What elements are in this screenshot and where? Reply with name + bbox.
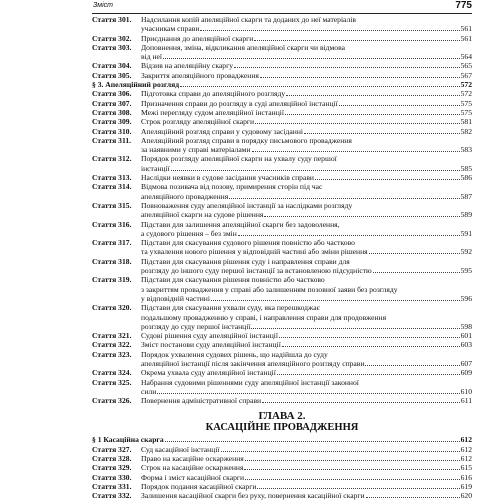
running-title: Зміст [93,2,113,9]
entry-page-number: 561 [460,33,472,43]
toc-entry[interactable] [92,43,472,62]
entry-title-line [141,257,472,266]
entry-title-text: Закриття апеляційного провадження [141,70,259,80]
entry-title-text: Підстави для скасування рішення суду і направлення справи для [141,256,350,266]
entry-title-line [141,359,472,368]
entry-page-number: 601 [460,331,472,341]
toc-entry[interactable] [92,463,472,472]
entry-page-number: 603 [460,340,472,350]
entry-title-text: Окрема ухвала суду апеляційної інстанції [141,368,276,378]
entry-page-number: 610 [460,386,472,396]
dot-leader [254,39,459,41]
article-label: Стаття 327. [92,444,132,454]
entry-page-number: 609 [460,368,472,378]
chapter-title: КАСАЦІЙНЕ ПРОВАДЖЕННЯ [205,422,359,434]
toc-entry[interactable] [92,99,472,108]
entry-title-text: Суд касаційної інстанції [141,444,220,454]
entry-title-line [141,303,472,312]
entry-page-number: 581 [460,117,472,127]
entry-page-number: 595 [460,266,472,276]
article-label: Стаття 318. [92,256,132,266]
entry-page-number: 615 [460,463,472,473]
entry-title-line [141,313,472,322]
article-label: Стаття 313. [92,173,132,183]
dot-leader [238,234,460,236]
toc-entry[interactable] [92,220,472,239]
entry-title-text: Зміст постанови суду апеляційної інстанції [141,340,281,350]
dot-leader [315,178,460,180]
toc-list-before-chapter [92,15,472,405]
dot-leader [163,57,460,59]
entry-page-number: 565 [460,61,472,71]
table-of-contents [92,15,472,501]
entry-title-text: Підстави для скасування рішення повністю або частково [141,275,325,285]
entry-title-line [141,247,472,256]
article-label: Стаття 303. [92,42,132,52]
entry-title-line [141,285,472,294]
entry-title-text: Право на касаційне оскарження [141,454,244,464]
entry-page-number: 598 [460,321,472,331]
entry-title-text: Підготовка справи до апеляційного розгляду [141,89,286,99]
entry-title-line [141,164,472,173]
toc-entry[interactable] [92,238,472,257]
entry-title-line [141,145,472,154]
toc-entry[interactable] [92,117,472,126]
toc-entry[interactable] [92,473,472,482]
entry-title-line [141,473,472,482]
toc-entry[interactable] [92,108,472,117]
entry-title-text: подальшому провадженню у справі, і направлення справи для продовження [141,312,387,322]
entry-title-text: § 1 Касаційна скарга [92,435,164,445]
toc-entry[interactable] [92,15,472,34]
article-label: Стаття 304. [92,61,132,71]
dot-leader [277,373,460,375]
entry-title-text: § 3. Апеляційний розгляд [92,80,180,90]
entry-title-text: Повернення адміністративної справи [141,396,262,406]
dot-leader [260,76,460,78]
entry-title-line [141,61,472,70]
entry-title-line [141,331,472,340]
toc-entry[interactable] [92,378,472,397]
article-label: Стаття 319. [92,275,132,285]
toc-entry[interactable] [92,61,472,70]
entry-title-line [141,322,472,331]
dot-leader [304,132,460,134]
toc-entry[interactable] [92,257,472,276]
entry-title-line [141,229,472,238]
toc-entry[interactable] [92,340,472,349]
entry-title-text: Порядок ухвалення судових рішень, що надійшла до суду [141,349,328,359]
entry-title-line [141,378,472,387]
entry-title-line [141,71,472,80]
entry-title-text: апеляційної інстанції після закінчення апеляційного розгляду справи [141,358,365,368]
article-label: Стаття 320. [92,303,132,313]
entry-title-text: від неї [141,52,163,62]
entry-title-line [141,294,472,303]
toc-entry[interactable] [92,368,472,377]
entry-title-text: Підстави для скасування судового рішення повністю або частково [141,238,355,248]
article-label: Стаття 317. [92,238,132,248]
entry-page-number: 572 [460,89,472,99]
entry-page-number: 620 [460,491,472,501]
entry-title-line [141,99,472,108]
article-label: Стаття 323. [92,349,132,359]
entry-title-text: а судового рішення – без змін [141,228,237,238]
entry-title-line [92,80,472,89]
entry-title-text: інстанції [141,163,170,173]
entry-page-number: 592 [460,247,472,257]
dot-leader [171,169,460,171]
article-label: Стаття 306. [92,89,132,99]
entry-page-number: 607 [460,358,472,368]
entry-title-line [141,340,472,349]
entry-title-text: Приєднання до апеляційної скарги [141,33,254,43]
entry-page-number: 582 [460,126,472,136]
entry-page-number: 585 [460,163,472,173]
toc-entry[interactable] [92,491,472,500]
entry-page-number: 612 [460,435,472,445]
entry-title-line [141,482,472,491]
entry-title-line [141,463,472,472]
dot-leader [373,271,460,273]
entry-title-line [141,387,472,396]
entry-page-number: 575 [460,107,472,117]
dot-leader [264,215,459,217]
entry-title-text: Наслідки неявки в судове засідання учасників справи [141,173,314,183]
entry-title-line [141,350,472,359]
article-label: Стаття 302. [92,33,132,43]
dot-leader [255,122,460,124]
entry-title-text: Підстави для залишення апеляційної скарги без задоволення, [141,219,340,229]
entry-title-text: Строк на касаційне оскарження [141,463,244,473]
article-label: Стаття 309. [92,117,132,127]
dot-leader [366,496,460,498]
article-label: Стаття 316. [92,219,132,229]
dot-leader [229,197,459,199]
entry-title-line [141,154,472,163]
toc-entry[interactable] [92,445,472,454]
dot-leader [251,327,459,329]
article-label: Стаття 321. [92,331,132,341]
toc-entry[interactable] [92,482,472,491]
entry-title-line [141,117,472,126]
entry-title-text: Строк розгляду апеляційної скарги [141,117,255,127]
article-label: Стаття 329. [92,463,132,473]
toc-entry[interactable] [92,396,472,405]
toc-entry[interactable] [92,350,472,369]
entry-title-line [141,491,472,500]
entry-title-line [141,15,472,24]
toc-entry[interactable] [92,136,472,155]
entry-title-line [141,454,472,463]
article-label: Стаття 308. [92,107,132,117]
dot-leader [200,29,459,31]
entry-title-line [141,238,472,247]
dot-leader [369,252,460,254]
entry-page-number: 586 [460,173,472,183]
toc-entry[interactable] [92,331,472,340]
entry-title-text: за наявними у справі матеріалами [141,145,251,155]
article-label: Стаття 315. [92,200,132,210]
article-label: Стаття 301. [92,15,132,24]
entry-title-line [141,34,472,43]
entry-title-line [92,435,472,444]
dot-leader [252,150,460,152]
entry-page-number: 583 [460,145,472,155]
entry-title-text: Порядок розгляду апеляційної скарги на ухвалу суду першої [141,154,337,164]
article-label: Стаття 311. [92,135,132,145]
entry-title-text: апеляційного провадження [141,191,229,201]
entry-page-number: 591 [460,228,472,238]
dot-leader [234,66,460,68]
entry-title-line [141,43,472,52]
article-label: Стаття 305. [92,70,132,80]
entry-title-text: розгляду до іншого суду першої інстанції за встановленою підсудністю [141,266,372,276]
toc-entry[interactable] [92,127,472,136]
article-label: Стаття 322. [92,340,132,350]
entry-title-line [141,368,472,377]
toc-entry[interactable] [92,303,472,331]
dot-leader [282,345,460,347]
entry-title-text: учасникам справи [141,24,200,34]
article-label: Стаття 326. [92,396,132,406]
toc-entry[interactable] [92,182,472,201]
entry-title-text: Форма і зміст касаційної скарги [141,472,245,482]
toc-section-heading[interactable] [92,435,472,444]
dot-leader [165,440,460,442]
article-label: Стаття 330. [92,472,132,482]
entry-title-text: Порядок подання касаційної скарги [141,481,257,491]
entry-title-line [141,24,472,33]
dot-leader [262,401,460,403]
toc-entry[interactable] [92,89,472,98]
entry-title-text: апеляційної скарги на судове рішення [141,210,264,220]
entry-title-text: Судові рішення суду апеляційної інстанції [141,331,279,341]
chapter-number: ГЛАВА 2. [258,410,306,423]
entry-title-text: Відмова позивача від позову, примирення сторін під час [141,182,323,192]
entry-page-number: 611 [460,396,472,406]
dot-leader [245,478,460,480]
article-label: Стаття 325. [92,377,132,387]
dot-leader [286,94,459,96]
entry-title-text: Надсилання копій апеляційної скарги та доданих до неї матеріалів [141,15,356,24]
entry-title-text: Повноваження суду апеляційної інстанції за наслідками розгляду [141,200,353,210]
article-label: Стаття 314. [92,182,132,192]
entry-title-text: розгляду до суду першої інстанції [141,321,251,331]
entry-page-number: 561 [460,24,472,34]
entry-title-line [141,201,472,210]
toc-entry[interactable] [92,275,472,303]
article-label: Стаття 328. [92,454,132,464]
entry-page-number: 596 [460,293,472,303]
toc-entry[interactable] [92,34,472,43]
entry-page-number: 619 [460,481,472,491]
entry-title-text: Залишення касаційної скарги без руху, повернення касаційної скарги [141,491,365,501]
toc-list-after-chapter [92,435,472,500]
article-label: Стаття 307. [92,98,132,108]
entry-title-line [141,275,472,284]
entry-title-line [141,127,472,136]
entry-title-line [141,210,472,219]
toc-entry[interactable] [92,173,472,182]
page-header [92,0,472,14]
entry-title-line [141,266,472,275]
entry-page-number: 616 [460,472,472,482]
entry-title-text: Апеляційний розгляд справи у судовому засіданні [141,126,303,136]
entry-title-text: сили [141,386,157,396]
entry-title-line [141,173,472,182]
dot-leader [221,450,460,452]
dot-leader [279,336,460,338]
entry-title-line [141,396,472,405]
page-number: 775 [455,0,472,11]
dot-leader [285,113,460,115]
entry-page-number: 572 [460,80,472,90]
toc-entry[interactable] [92,454,472,463]
toc-entry[interactable] [92,201,472,220]
dot-leader [211,299,460,301]
entry-page-number: 589 [460,210,472,220]
entry-title-text: Апеляційний розгляд справи в порядку письмового провадження [141,135,352,145]
entry-title-line [141,182,472,191]
entry-title-text: Доповнення, зміна, відкликання апеляційної скарги чи відмова [141,42,345,52]
dot-leader [245,459,460,461]
entry-title-text: Підстави для скасування ухвали суду, яка перешкоджає [141,303,320,313]
entry-title-text: Відзив на апеляційну скаргу [141,61,234,71]
entry-title-line [141,108,472,117]
toc-section-heading[interactable] [92,80,472,89]
entry-title-line [141,136,472,145]
dot-leader [244,468,459,470]
dot-leader [339,104,460,106]
entry-title-text: та ухвалення нового рішення у відповідній частині або зміни рішення [141,247,368,257]
entry-page-number: 575 [460,98,472,108]
entry-title-text: Призначення справи до розгляду в суді апеляційної інстанції [141,98,338,108]
entry-title-line [141,89,472,98]
dot-leader [365,364,459,366]
entry-title-text: з закриттям провадження у справі або залишенням позовної заяви без розгляду [141,284,398,294]
article-label: Стаття 332. [92,491,132,501]
toc-entry[interactable] [92,154,472,173]
dot-leader [180,85,459,87]
entry-page-number: 587 [460,191,472,201]
article-label: Стаття 331. [92,481,132,491]
article-label: Стаття 310. [92,126,132,136]
dot-leader [257,487,459,489]
entry-title-text: Межі перегляду судом апеляційної інстанції [141,107,285,117]
entry-page-number: 612 [460,444,472,454]
entry-page-number: 567 [460,70,472,80]
entry-title-line [141,220,472,229]
entry-page-number: 612 [460,454,472,464]
article-label: Стаття 312. [92,154,132,164]
entry-title-text: у відповідній частині [141,293,210,303]
entry-title-line [141,192,472,201]
entry-title-text: Набрання судовими рішеннями суду апеляційної інстанції законної [141,377,359,387]
entry-title-line [141,445,472,454]
entry-title-line [141,52,472,61]
article-label: Стаття 324. [92,368,132,378]
entry-page-number: 564 [460,52,472,62]
toc-entry[interactable] [92,71,472,80]
dot-leader [157,392,459,394]
